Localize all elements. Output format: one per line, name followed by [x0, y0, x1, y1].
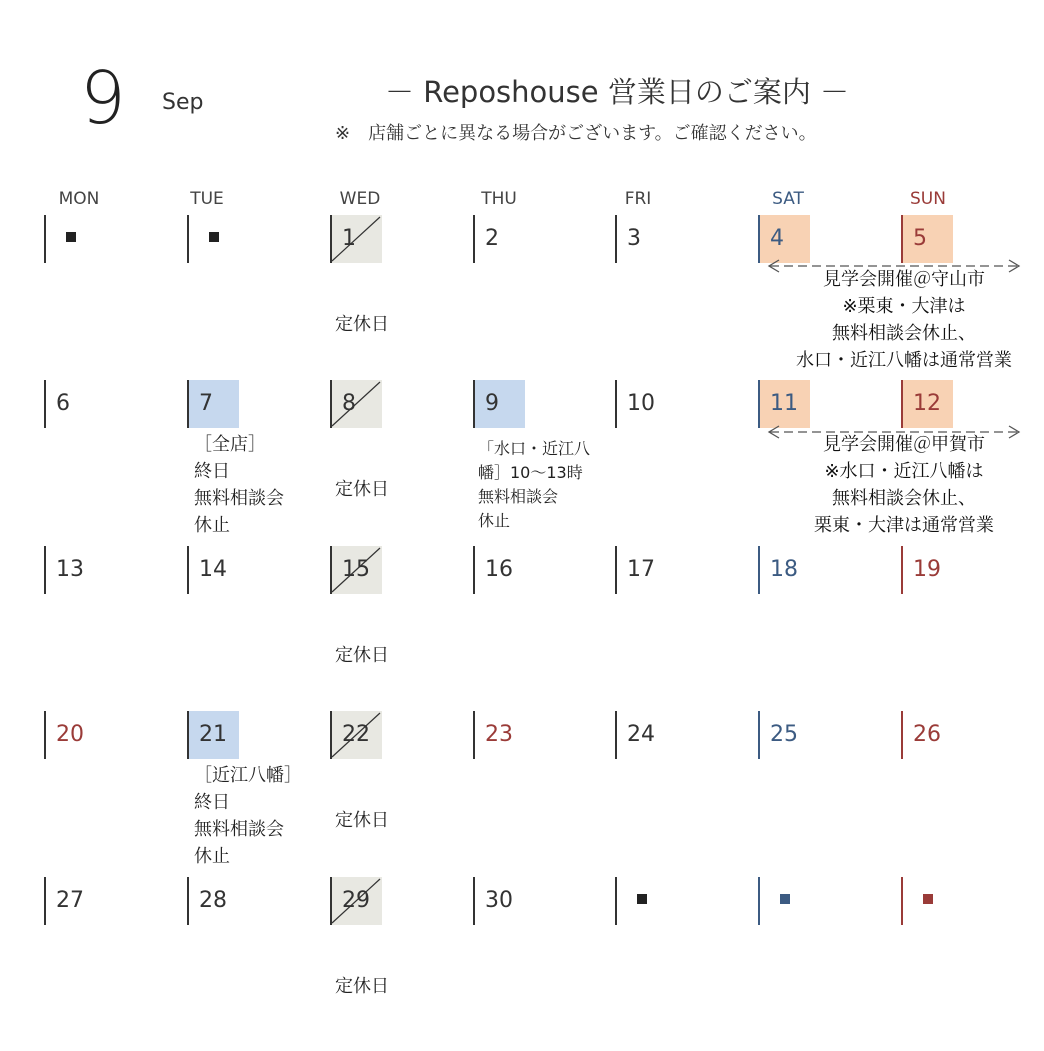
- day-number: 4: [770, 226, 784, 251]
- month-abbreviation: Sep: [162, 90, 204, 115]
- page-title: － Reposhouse 営業日のご案内 －: [385, 75, 850, 109]
- day-cell-closed: [330, 546, 382, 594]
- event-note-sep9: 「水口・近江八 幡］10〜13時 無料相談会 休止: [478, 439, 591, 530]
- day-cell-empty: [187, 215, 239, 263]
- day-number: 6: [56, 391, 70, 416]
- weekday-tue: TUE: [190, 189, 224, 209]
- day-number: 16: [485, 557, 513, 582]
- day-cell: [44, 877, 96, 925]
- day-cell-empty: [901, 877, 953, 925]
- day-cell: [615, 215, 667, 263]
- day-cell: [615, 546, 667, 594]
- weekday-sat: SAT: [772, 189, 804, 209]
- day-number: 29: [342, 888, 370, 913]
- day-cell: [758, 711, 810, 759]
- empty-day-marker: [923, 894, 933, 904]
- day-cell: [615, 711, 667, 759]
- day-cell-event: [758, 380, 810, 428]
- empty-day-marker: [780, 894, 790, 904]
- closed-slash-icon: [330, 380, 382, 428]
- day-number: 5: [913, 226, 927, 251]
- day-number: 10: [627, 391, 655, 416]
- empty-day-marker: [637, 894, 647, 904]
- day-cell-closed: [330, 711, 382, 759]
- day-cell: [758, 546, 810, 594]
- day-number: 15: [342, 557, 370, 582]
- day-number: 3: [627, 226, 641, 251]
- day-number: 2: [485, 226, 499, 251]
- closed-slash-icon: [330, 215, 382, 263]
- day-number: 25: [770, 722, 798, 747]
- day-cell-event: [901, 380, 953, 428]
- store-notice: ※ 店舗ごとに異なる場合がございます。ご確認ください。: [335, 123, 817, 144]
- day-number: 27: [56, 888, 84, 913]
- empty-day-marker: [209, 232, 219, 242]
- day-cell: [901, 546, 953, 594]
- day-cell-empty: [758, 877, 810, 925]
- day-cell: [44, 546, 96, 594]
- weekday-wed: WED: [339, 189, 381, 209]
- day-cell-empty: [615, 877, 667, 925]
- day-cell-empty: [44, 215, 96, 263]
- day-number: 30: [485, 888, 513, 913]
- weekday-sun: SUN: [910, 189, 946, 209]
- day-number: 21: [199, 722, 227, 747]
- day-number: 28: [199, 888, 227, 913]
- day-cell-event: [901, 215, 953, 263]
- weekday-thu: THU: [481, 189, 517, 209]
- day-number: 18: [770, 557, 798, 582]
- event-note-sep21: ［近江八幡］ 終日 無料相談会 休止: [194, 765, 302, 867]
- day-cell: [473, 215, 525, 263]
- weekday-mon: MON: [58, 189, 100, 209]
- month-number: 9: [80, 56, 126, 140]
- day-cell-event: [187, 380, 239, 428]
- day-cell: [473, 546, 525, 594]
- weekday-fri: FRI: [624, 189, 652, 209]
- day-cell-holiday: [473, 711, 525, 759]
- day-cell-closed: [330, 215, 382, 263]
- day-number: 12: [913, 391, 941, 416]
- day-number: 26: [913, 722, 941, 747]
- empty-day-marker: [66, 232, 76, 242]
- day-cell-closed: [330, 380, 382, 428]
- day-number: 9: [485, 391, 499, 416]
- closed-label: 定休日: [335, 645, 389, 666]
- day-number: 24: [627, 722, 655, 747]
- closed-label: 定休日: [335, 810, 389, 831]
- day-number: 8: [342, 391, 356, 416]
- day-number: 17: [627, 557, 655, 582]
- closed-label: 定休日: [335, 976, 389, 997]
- day-cell: [901, 711, 953, 759]
- day-cell: [187, 877, 239, 925]
- day-number: 11: [770, 391, 798, 416]
- event-note-sep7: ［全店］ 終日 無料相談会 休止: [194, 434, 284, 536]
- day-cell-holiday: [44, 711, 96, 759]
- day-number: 7: [199, 391, 213, 416]
- day-number: 19: [913, 557, 941, 582]
- day-cell: [187, 546, 239, 594]
- day-number: 1: [342, 226, 356, 251]
- day-number: 14: [199, 557, 227, 582]
- day-number: 22: [342, 722, 370, 747]
- day-cell-event: [473, 380, 525, 428]
- day-cell: [44, 380, 96, 428]
- day-cell-event: [758, 215, 810, 263]
- day-cell: [473, 877, 525, 925]
- day-cell-event: [187, 711, 239, 759]
- weekend-note-week1: 見学会開催＠守山市 ※栗東・大津は 無料相談会休止、 水口・近江八幡は通常営業: [796, 269, 1012, 371]
- weekend-note-week2: 見学会開催＠甲賀市 ※水口・近江八幡は 無料相談会休止、 栗東・大津は通常営業: [814, 434, 994, 536]
- day-number: 13: [56, 557, 84, 582]
- closed-label: 定休日: [335, 314, 389, 335]
- day-number: 20: [56, 722, 84, 747]
- closed-label: 定休日: [335, 479, 389, 500]
- day-number: 23: [485, 722, 513, 747]
- day-cell-closed: [330, 877, 382, 925]
- day-cell: [615, 380, 667, 428]
